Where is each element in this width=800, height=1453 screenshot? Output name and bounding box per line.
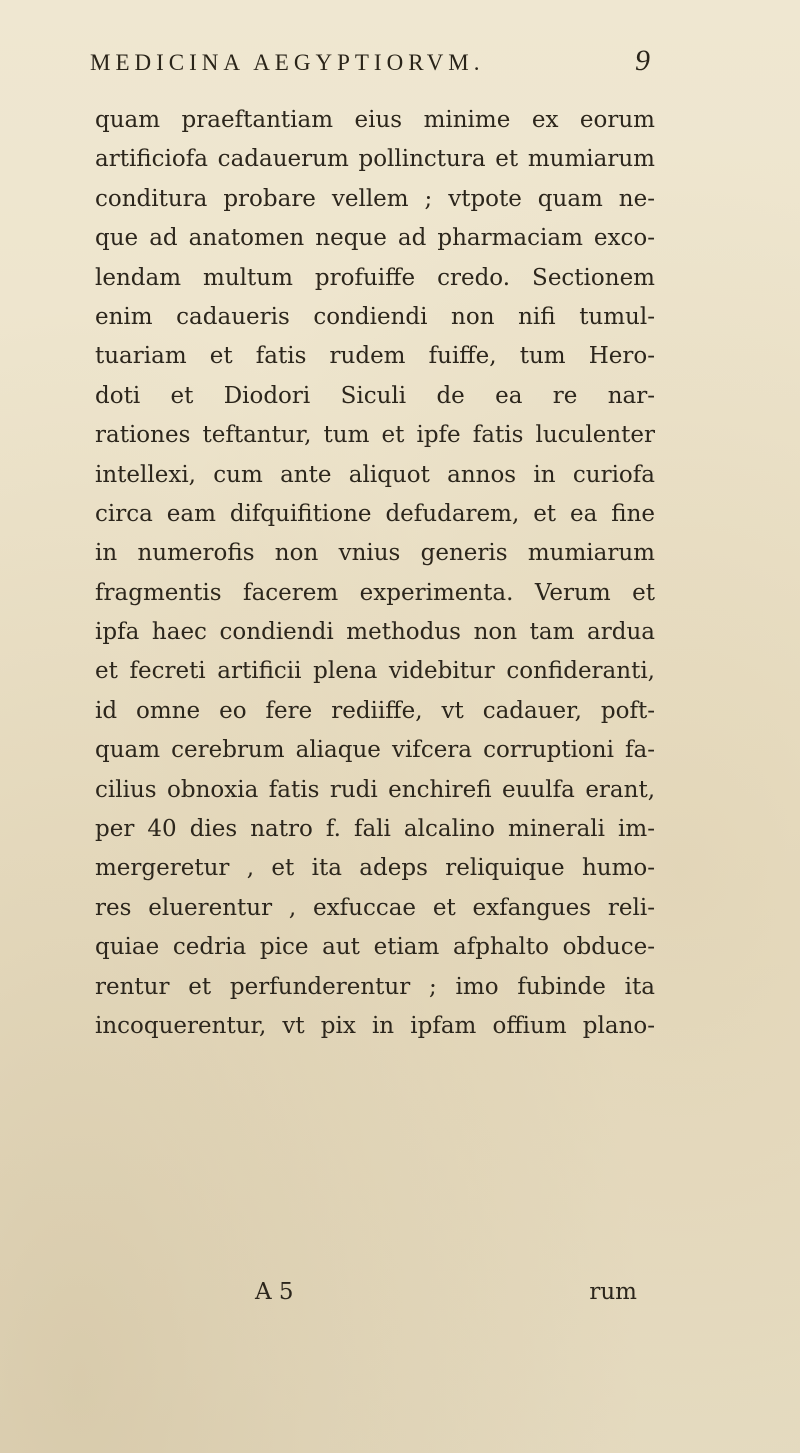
text-line: cilius obnoxia fatis rudi enchirefi euulfa erant, — [95, 776, 655, 803]
body-text — [95, 101, 655, 1046]
text-line: res eluerentur , exfuccae et exfangues reli- — [95, 894, 655, 921]
text-line: artificiofa cadauerum pollinctura et mumiarum — [95, 146, 655, 173]
page-number: 9 — [635, 44, 650, 77]
page-header — [90, 44, 650, 84]
text-line: et fecreti artificii plena videbitur confideranti, — [95, 658, 655, 685]
text-line: enim cadaueris condiendi non nifi tumul- — [95, 303, 655, 330]
signature-mark: A 5 — [255, 1279, 294, 1305]
text-line: lendam multum profuiffe credo. Sectionem — [95, 264, 655, 291]
running-head: MEDICINA AEGYPTIORVM. — [90, 50, 485, 75]
text-line: per 40 dies natro f. fali alcalino minerali im- — [95, 816, 655, 843]
text-line: circa eam difquifitione defudarem, et ea fine — [95, 500, 655, 527]
text-line: fragmentis facerem experimenta. Verum et — [95, 579, 655, 606]
text-line: que ad anatomen neque ad pharmaciam exco- — [95, 225, 655, 252]
text-line: intellexi, cum ante aliquot annos in curiofa — [95, 461, 655, 488]
text-line: ipfa haec condiendi methodus non tam ardua — [95, 619, 655, 646]
catchword: rum — [589, 1279, 637, 1305]
text-line: rationes teftantur, tum et ipfe fatis luculenter — [95, 422, 655, 449]
text-line: incoquerentur, vt pix in ipfam offium plano- — [95, 1012, 655, 1039]
text-line: doti et Diodori Siculi de ea re nar- — [95, 382, 655, 409]
text-line: conditura probare vellem ; vtpote quam ne- — [95, 185, 655, 212]
text-line: quam cerebrum aliaque vifcera corruptioni fa- — [95, 737, 655, 764]
text-line: tuariam et fatis rudem fuiffe, tum Hero- — [95, 343, 655, 370]
text-line: mergeretur , et ita adeps reliquique humo- — [95, 855, 655, 882]
text-line: quiae cedria pice aut etiam afphalto obduce- — [95, 934, 655, 961]
text-line: quam praeftantiam eius minime ex eorum — [95, 107, 655, 133]
page-footer — [95, 1279, 655, 1319]
text-line: id omne eo fere rediiffe, vt cadauer, poft- — [95, 697, 655, 724]
text-line: rentur et perfunderentur ; imo fubinde ita — [95, 973, 655, 1000]
text-line: in numerofis non vnius generis mumiarum — [95, 540, 655, 567]
